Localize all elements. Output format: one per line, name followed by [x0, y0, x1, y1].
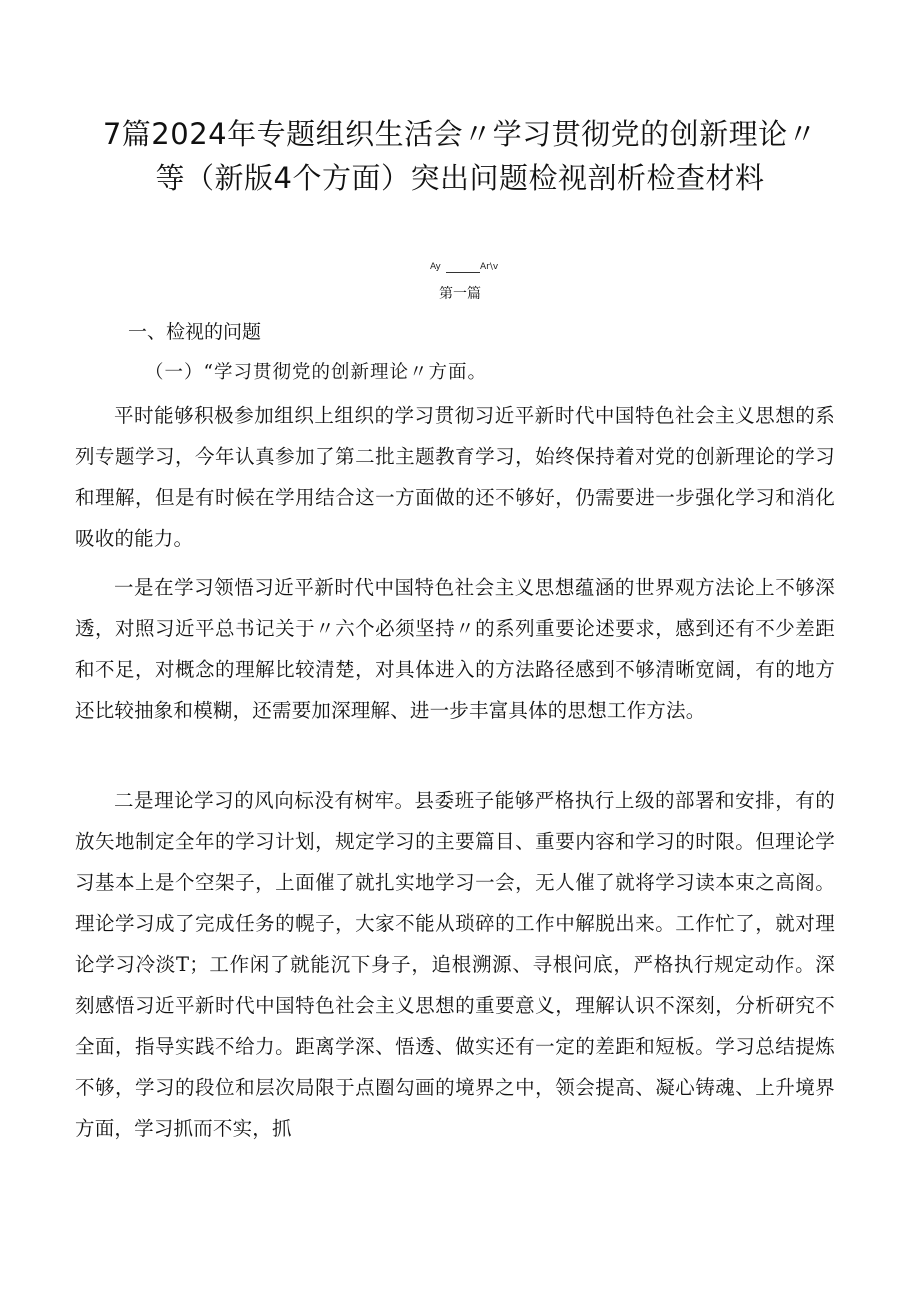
section-heading: 一、检视的问题 — [128, 321, 262, 343]
title-ornament — [410, 262, 510, 276]
ornament-left-text: Ay — [430, 262, 441, 272]
subsection-heading: （一）“学习贯彻党的创新理论〃方面。 — [145, 362, 487, 383]
body-paragraph: 二是理论学习的风向标没有树牢。县委班子能够严格执行上级的部署和安排，有的放矢地制定全年的学习计划，规定学习的主要篇目、重要内容和学习的时限。但理论学习基本上是个空架子，上面催了就扎实地学习一会，无人催了就将学习读本束之高阁。理论学习成了完成任务的幌子，大家不能从琐碎的工作中解脱出来。工作忙了，就对理论学习冷淡T；工作闲了就能沉下身子，追根溯源、寻根问底，严格执行规定动作。深刻感悟习近平新时代中国特色社会主义思想的重要意义，理解认识不深刻，分析研究不全面，指导实践不给力。距离学深、悟透、做实还有一定的差距和短板。学习总结提炼不够，学习的段位和层次局限于点圈勾画的境界之中，领会提高、凝心铸魂、上升境界方面，学习抓而不实，抓 — [75, 789, 835, 1140]
document-title — [40, 112, 880, 200]
title-line-1: 7篇2024年专题组织生活会〃学习贯彻党的创新理论〃 — [102, 117, 818, 151]
ornament-line — [446, 272, 480, 273]
ornament-right-text: Ar\v — [480, 262, 499, 272]
title-line-2: 等（新版4个方面）突出问题检视剖析检查材料 — [155, 161, 765, 195]
body-paragraph: 一是在学习领悟习近平新时代中国特色社会主义思想蕴涵的世界观方法论上不够深透，对照习近平总书记关于〃六个必须坚持〃的系列重要论述要求，感到还有不少差距和不足，对概念的理解比较清楚，对具体进入的方法路径感到不够清晰宽阔，有的地方还比较抽象和模糊，还需要加深理解、进一步丰富具体的思想工作方法。 — [75, 576, 835, 722]
part-subtitle: 第一篇 — [439, 286, 481, 302]
body-paragraph: 平时能够积极参加组织上组织的学习贯彻习近平新时代中国特色社会主义思想的系列专题学习，今年认真参加了第二批主题教育学习，始终保持着对党的创新理论的学习和理解，但是有时候在学用结合这一方面做的还不够好，仍需要进一步强化学习和消化吸收的能力。 — [75, 404, 835, 550]
